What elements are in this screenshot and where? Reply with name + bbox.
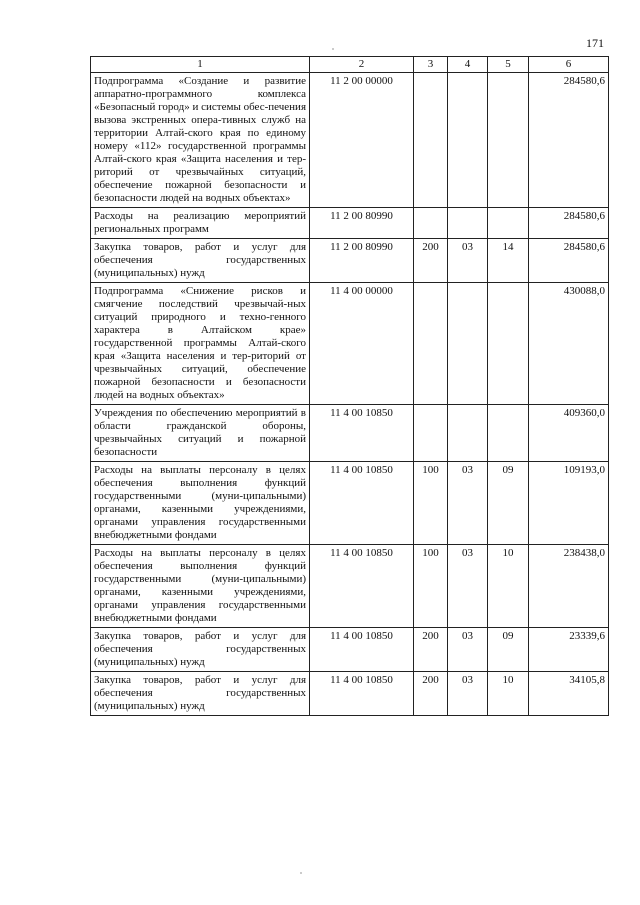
row-expense-type <box>414 73 448 208</box>
row-section: 03 <box>448 462 488 545</box>
row-name: Подпрограмма «Снижение рисков и смягчение последствий чрезвычай-ных ситуаций природного и техно-генного характера в Алтайском крае» государственной программы Алтай-ского края «Защита населения и тер-риторий от чрезвычайных ситуаций, обеспечение пожарной безопасности и безопасности людей на водных объектах» <box>91 283 310 405</box>
row-subsection: 10 <box>488 545 529 628</box>
scan-speck <box>300 872 302 874</box>
row-amount: 284580,6 <box>529 73 609 208</box>
row-name: Учреждения по обеспечению мероприятий в области гражданской обороны, чрезвычайных ситуаций и пожарной безопасности <box>91 405 310 462</box>
row-amount: 284580,6 <box>529 208 609 239</box>
row-amount: 238438,0 <box>529 545 609 628</box>
row-section: 03 <box>448 672 488 716</box>
row-section <box>448 283 488 405</box>
row-subsection <box>488 208 529 239</box>
row-code: 11 2 00 00000 <box>310 73 414 208</box>
row-code: 11 4 00 00000 <box>310 283 414 405</box>
row-subsection <box>488 405 529 462</box>
row-amount: 409360,0 <box>529 405 609 462</box>
table-row <box>91 73 609 208</box>
row-expense-type: 200 <box>414 239 448 283</box>
table-row <box>91 628 609 672</box>
row-section: 03 <box>448 545 488 628</box>
table-header-row <box>91 57 609 73</box>
row-name: Закупка товаров, работ и услуг для обеспечения государственных (муниципальных) нужд <box>91 672 310 716</box>
row-subsection <box>488 73 529 208</box>
table-row <box>91 672 609 716</box>
row-section <box>448 73 488 208</box>
row-expense-type: 100 <box>414 545 448 628</box>
table-row <box>91 208 609 239</box>
row-name: Расходы на реализацию мероприятий региональных программ <box>91 208 310 239</box>
row-code: 11 2 00 80990 <box>310 208 414 239</box>
row-section: 03 <box>448 239 488 283</box>
table-row <box>91 239 609 283</box>
header-col-3: 3 <box>414 57 448 73</box>
scan-speck <box>332 48 334 50</box>
row-expense-type <box>414 283 448 405</box>
budget-table <box>90 56 609 716</box>
header-col-6: 6 <box>529 57 609 73</box>
row-amount: 109193,0 <box>529 462 609 545</box>
row-amount: 430088,0 <box>529 283 609 405</box>
row-code: 11 4 00 10850 <box>310 545 414 628</box>
row-name: Подпрограмма «Создание и развитие аппаратно-программного комплекса «Безопасный город» и системы обес-печения вызова экстренных опера-тивных служб на территории Алтай-ского края по единому номеру «112» государственной программы Алтай-ского края «Защита населения и тер-риторий от чрезвычайных ситуаций, обеспечение пожарной безопасности и безопасности людей на водных объектах» <box>91 73 310 208</box>
row-name: Расходы на выплаты персоналу в целях обеспечения выполнения функций государственными (муни-ципальными) органами, казенными учреждениями, органами управления государственными внебюджетными фондами <box>91 462 310 545</box>
row-expense-type: 100 <box>414 462 448 545</box>
row-amount: 284580,6 <box>529 239 609 283</box>
header-col-1: 1 <box>91 57 310 73</box>
row-code: 11 4 00 10850 <box>310 462 414 545</box>
row-code: 11 4 00 10850 <box>310 405 414 462</box>
table-row <box>91 545 609 628</box>
row-subsection: 14 <box>488 239 529 283</box>
header-col-5: 5 <box>488 57 529 73</box>
row-expense-type <box>414 208 448 239</box>
row-subsection: 09 <box>488 462 529 545</box>
table-row <box>91 462 609 545</box>
row-name: Расходы на выплаты персоналу в целях обеспечения выполнения функций государственными (муни-ципальными) органами, казенными учреждениями, органами управления государственными внебюджетными фондами <box>91 545 310 628</box>
row-expense-type <box>414 405 448 462</box>
table-row <box>91 405 609 462</box>
row-section: 03 <box>448 628 488 672</box>
row-section <box>448 208 488 239</box>
page-number: 171 <box>586 36 604 50</box>
table-row <box>91 283 609 405</box>
row-expense-type: 200 <box>414 672 448 716</box>
row-section <box>448 405 488 462</box>
row-amount: 34105,8 <box>529 672 609 716</box>
row-code: 11 4 00 10850 <box>310 628 414 672</box>
row-amount: 23339,6 <box>529 628 609 672</box>
row-subsection: 09 <box>488 628 529 672</box>
row-subsection: 10 <box>488 672 529 716</box>
row-name: Закупка товаров, работ и услуг для обеспечения государственных (муниципальных) нужд <box>91 239 310 283</box>
header-col-4: 4 <box>448 57 488 73</box>
row-code: 11 4 00 10850 <box>310 672 414 716</box>
row-expense-type: 200 <box>414 628 448 672</box>
row-code: 11 2 00 80990 <box>310 239 414 283</box>
row-subsection <box>488 283 529 405</box>
row-name: Закупка товаров, работ и услуг для обеспечения государственных (муниципальных) нужд <box>91 628 310 672</box>
header-col-2: 2 <box>310 57 414 73</box>
